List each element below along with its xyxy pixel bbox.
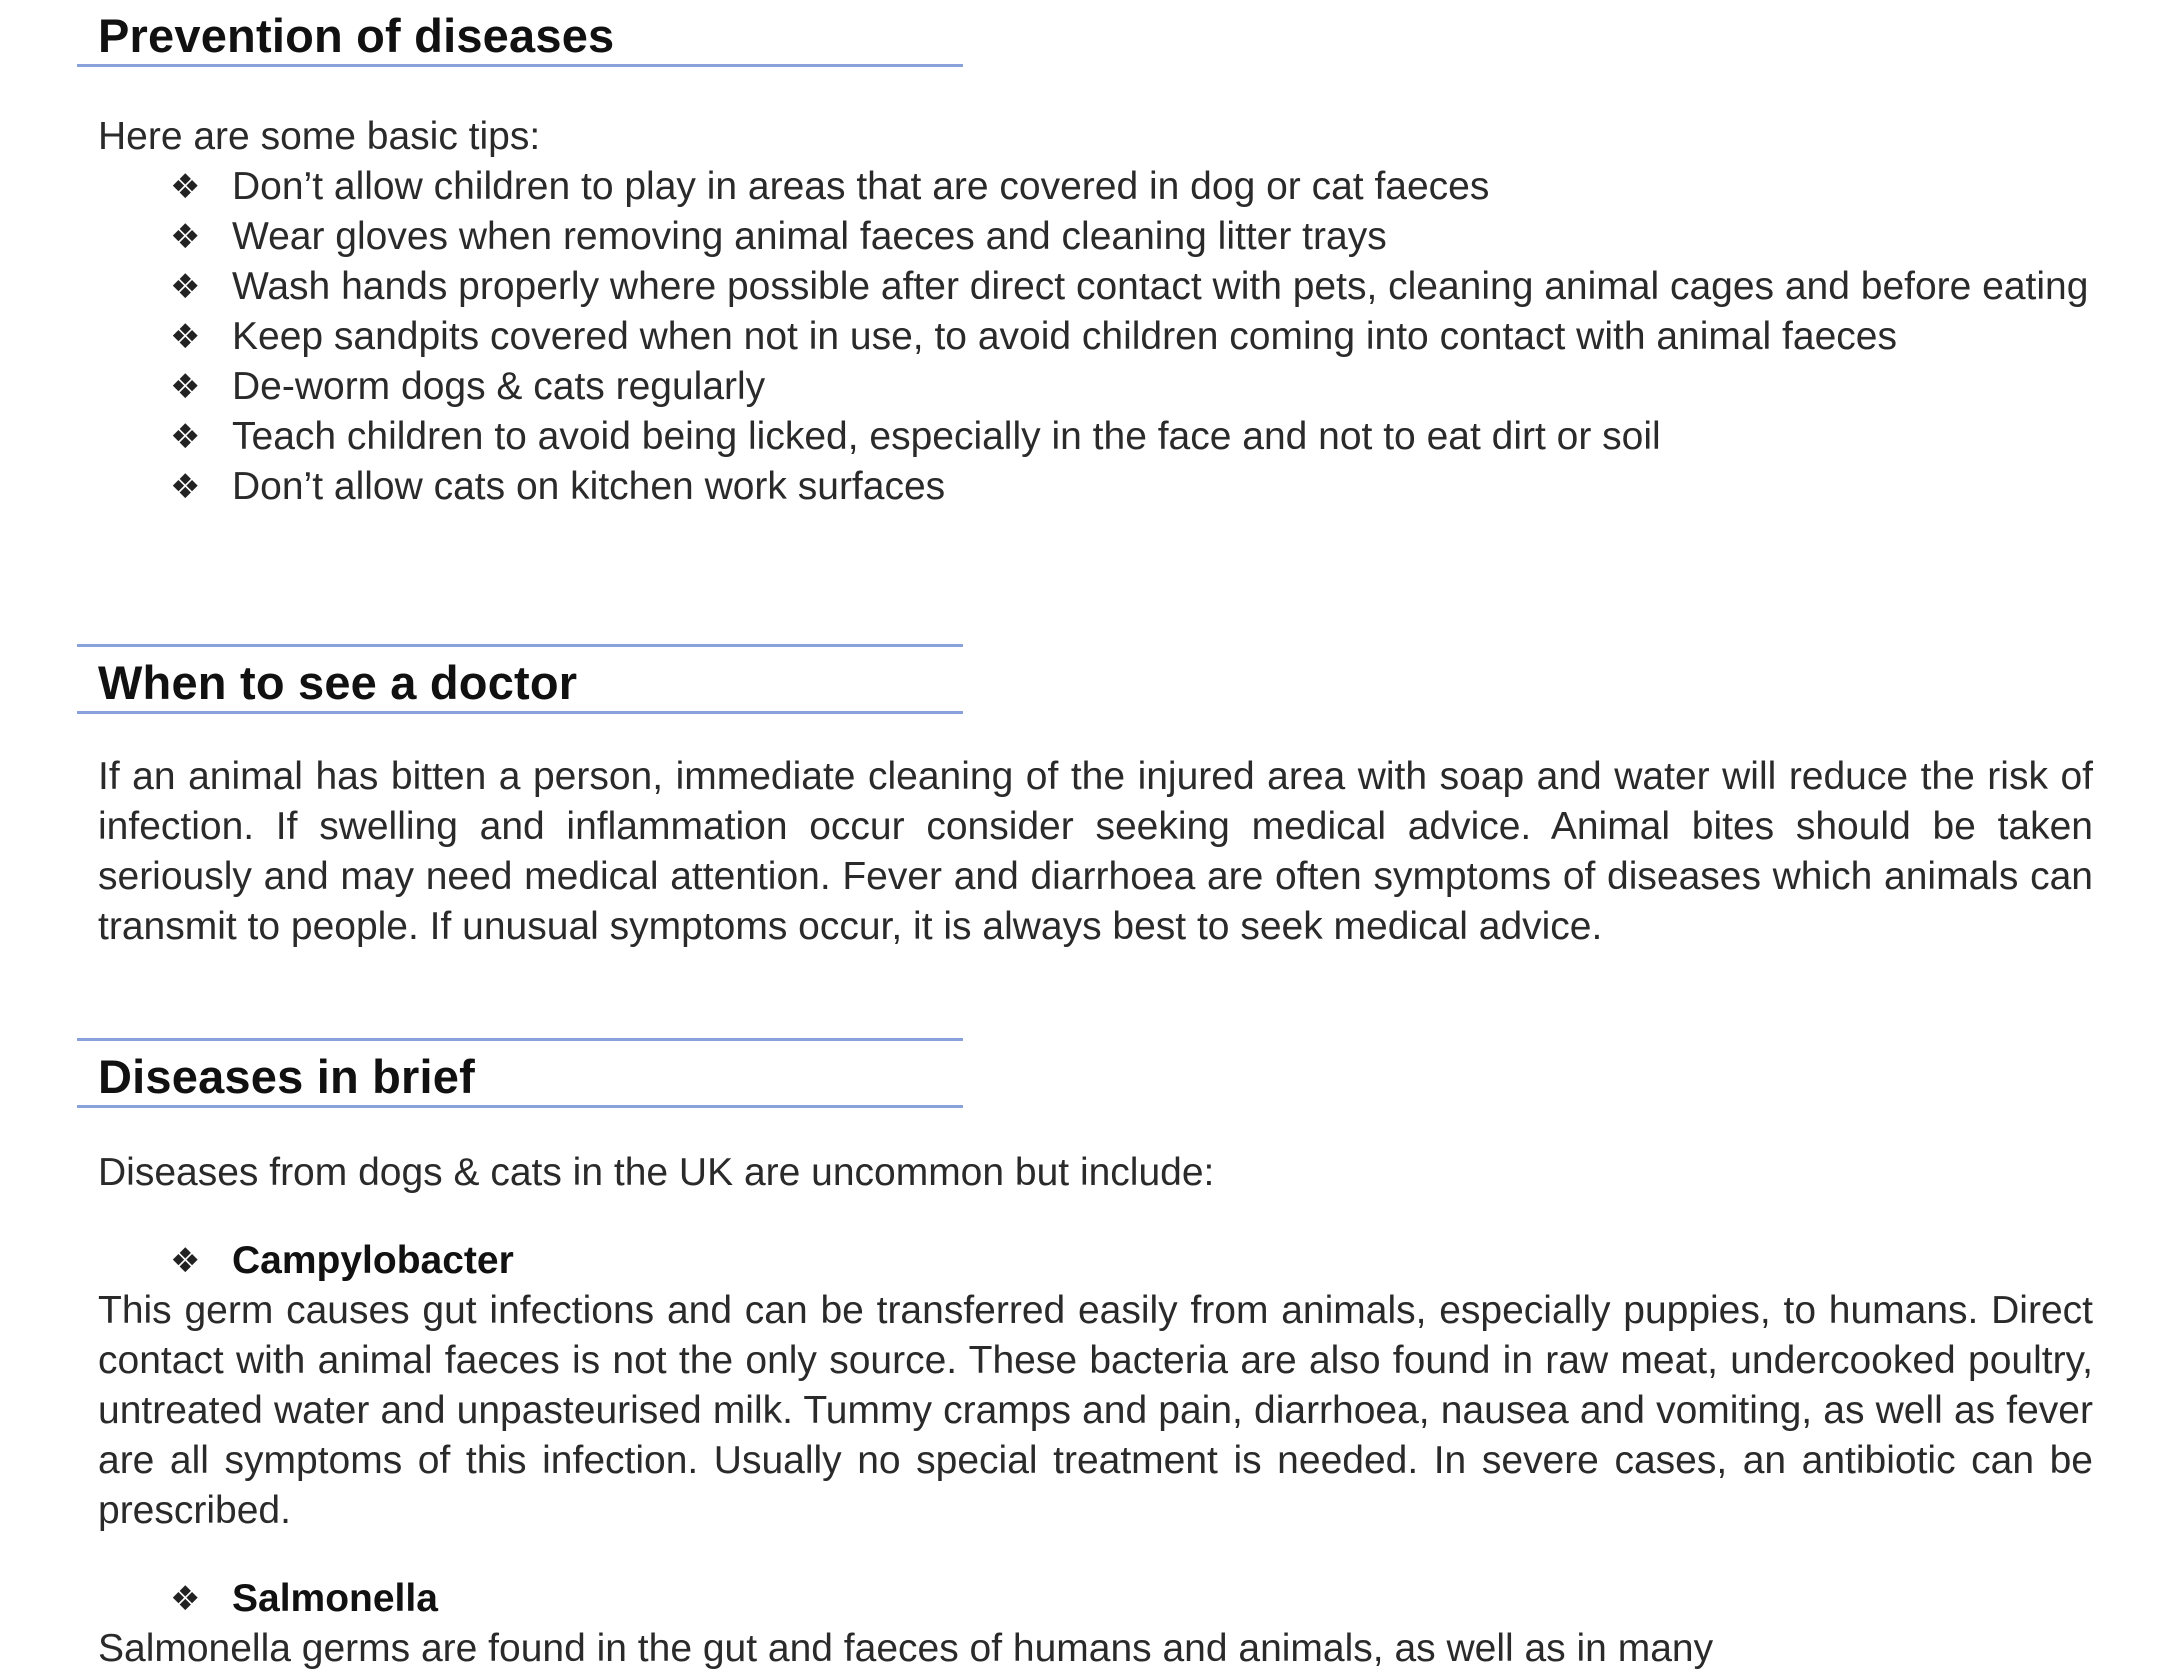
section-heading-diseases [77, 1038, 963, 1108]
list-item: ❖ Keep sandpits covered when not in use, to avoid children coming into contact with animal faeces [98, 312, 2093, 362]
prevention-tips-list [98, 162, 2093, 512]
doctor-paragraph: If an animal has bitten a person, immediate cleaning of the injured area with soap and water will reduce the risk of infection. If swelling and inflammation occur consider seeking medical advice. Animal bites should be taken seriously and may need medical attention. Fever and diarrhoea are often symptoms of diseases which animals can transmit to people. If unusual symptoms occur, it is always best to seek medical advice. [98, 755, 2093, 948]
section-heading-doctor [77, 644, 963, 714]
diamond-bullet-icon: ❖ [170, 367, 201, 407]
diamond-bullet-icon: ❖ [170, 1241, 201, 1281]
diamond-bullet-icon: ❖ [170, 317, 201, 357]
heading-title: When to see a doctor [98, 656, 578, 709]
list-item: ❖ Don’t allow cats on kitchen work surfaces [98, 462, 2093, 512]
heading-title: Diseases in brief [98, 1050, 475, 1103]
diamond-bullet-icon: ❖ [170, 167, 201, 207]
list-item: ❖ Wash hands properly where possible after direct contact with pets, cleaning animal cages and before eating [98, 262, 2093, 312]
diamond-bullet-icon: ❖ [170, 1579, 201, 1619]
list-item: ❖ Teach children to avoid being licked, especially in the face and not to eat dirt or soil [98, 412, 2093, 462]
diamond-bullet-icon: ❖ [170, 267, 201, 307]
list-item: ❖ Wear gloves when removing animal faeces and cleaning litter trays [98, 212, 2093, 262]
diseases-intro: Diseases from dogs & cats in the UK are uncommon but include: [98, 1151, 1215, 1194]
list-item: ❖ De-worm dogs & cats regularly [98, 362, 2093, 412]
disease-body-campylobacter: This germ causes gut infections and can be transferred easily from animals, especially puppies, to humans. Direct contact with animal faeces is not the only source. These bacteria are also found in raw meat, undercooked poultry, untreated water and unpasteurised milk. Tummy cramps and pain, diarrhoea, nausea and vomiting, as well as fever are all symptoms of this infection. Usually no special treatment is needed. In severe cases, an antibiotic can be prescribed. [98, 1289, 2093, 1532]
list-item: ❖ Don’t allow children to play in areas that are covered in dog or cat faeces [98, 162, 2093, 212]
diamond-bullet-icon: ❖ [170, 417, 201, 457]
disease-body-salmonella: Salmonella germs are found in the gut and faeces of humans and animals, as well as in many [98, 1627, 1714, 1670]
document-page: Prevention of diseases Here are some basic tips: ❖ Don’t allow children to play in areas that are covered in dog or cat faeces ❖ Wear gloves when removing animal faeces and cleaning litter trays ❖ Wash hands properly where possible after direct contact with pets, cleaning animal cages and before eating ❖ Keep sandpits covered when not in use, to avoid children coming into contact with animal faeces ❖ De-worm dogs & cats regularly ❖ Teach children to avoid being licked, especially in the face and not to eat dirt or soil ❖ Don’t allow cats on kitchen work surfaces When to see a doctor If an animal has bitten a person, immediate cleaning of the injured area with soap and water will reduce the risk of infection. If swelling and inflammation occur consider seeking medical advice. Animal bites should be taken seriously and may need medical attention. Fever and diarrhoea are often symptoms of diseases which animals can transmit to people. If unusual symptoms occur, it is always best to seek medical advice. Diseases in brief Diseases from dogs & cats in the UK are uncommon but include: ❖ Campylobacter This germ causes gut infections and can be transferred easily from animals, especially puppies, to humans. Direct contact with animal faeces is not the only source. These bacteria are also found in raw meat, undercooked poultry, untreated water and unpasteurised milk. Tummy cramps and pain, diarrhoea, nausea and vomiting, as well as fever are all symptoms of this infection. Usually no special treatment is needed. In severe cases, an antibiotic can be prescribed. ❖ Salmonella Salmonella germs are found in the gut and faeces of humans and animals, as well as in many [0, 0, 2180, 1636]
heading-title: Prevention of diseases [98, 9, 615, 62]
diamond-bullet-icon: ❖ [170, 467, 201, 507]
section-heading-prevention [77, 0, 963, 67]
diamond-bullet-icon: ❖ [170, 217, 201, 257]
prevention-intro: Here are some basic tips: [98, 115, 541, 158]
